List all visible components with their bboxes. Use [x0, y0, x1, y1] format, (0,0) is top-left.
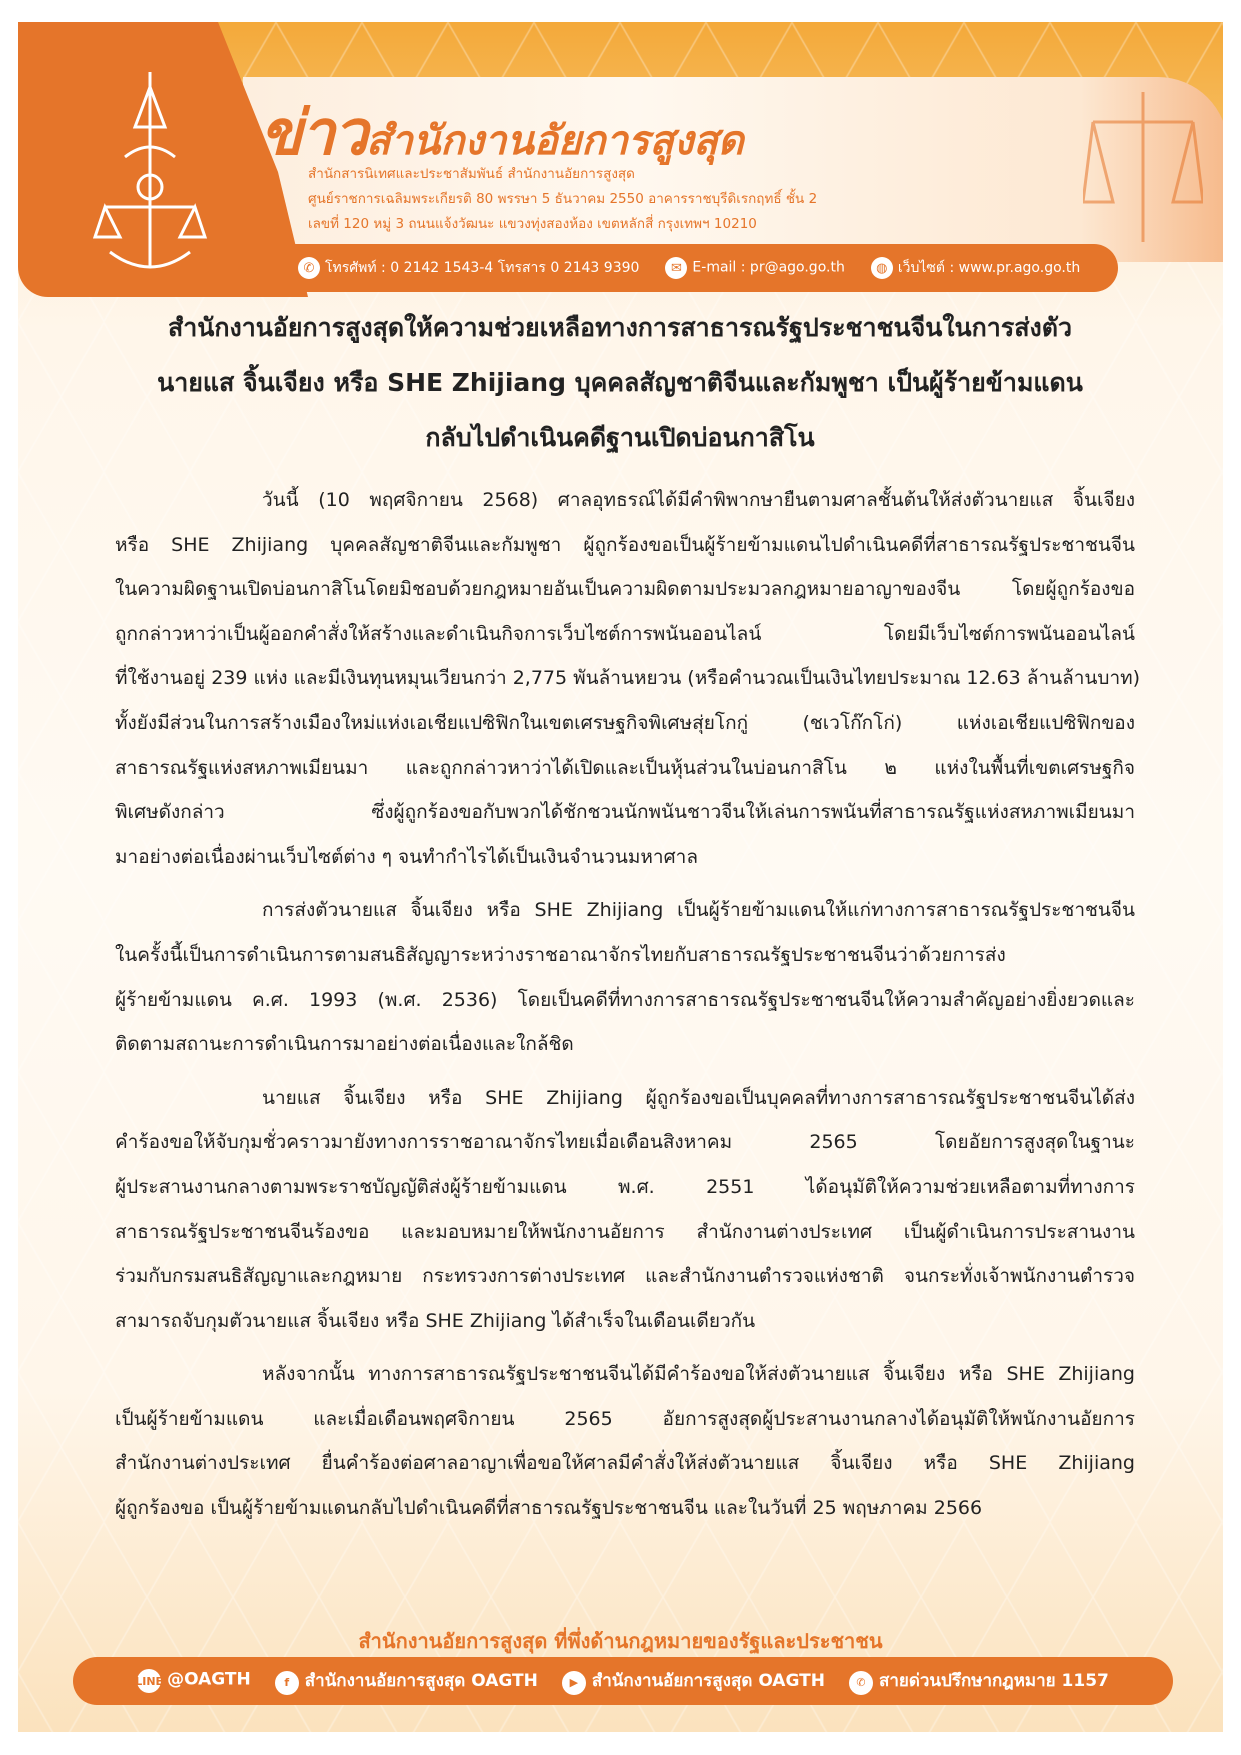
paragraph-line: ในครั้งนี้เป็นการดำเนินการตามสนธิสัญญาระหว่างราชอาณาจักรไทยกับสาธารณรัฐประชาชนจีนว่าด้วยการส่ง — [115, 943, 1006, 966]
youtube-icon: ▶ — [562, 1671, 586, 1695]
facebook-account[interactable]: f สำนักงานอัยการสูงสุด OAGTH — [275, 1667, 538, 1695]
line-account[interactable]: LINE @OAGTH — [137, 1669, 251, 1693]
line-icon: LINE — [137, 1669, 161, 1693]
brand-news: ข่าว — [260, 96, 367, 169]
title-line: นายแส จิ้นเจียง หรือ SHE Zhijiang บุคคลสัญชาติจีนและกัมพูชา เป็นผู้ร้ายข้ามแดน — [157, 368, 1083, 397]
hotline[interactable]: ✆ สายด่วนปรึกษากฎหมาย 1157 — [849, 1667, 1109, 1695]
paragraph-line: สาธารณรัฐประชาชนจีนร้องขอ และมอบหมายให้พนักงานอัยการ สำนักงานต่างประเทศ เป็นผู้ดำเนินการประสานงาน — [115, 1220, 1135, 1243]
paragraph — [115, 1352, 1135, 1530]
phone-contact: ✆ โทรศัพท์ : 0 2142 1543-4 โทรสาร 0 2143 9390 — [298, 257, 639, 280]
youtube-account[interactable]: ▶ สำนักงานอัยการสูงสุด OAGTH — [562, 1667, 825, 1695]
brand-org: สำนักงานอัยการสูงสุด — [366, 118, 744, 164]
paragraph — [115, 888, 1135, 1066]
address-line: สำนักสารนิเทศและประชาสัมพันธ์ สำนักงานอัยการสูงสุด — [308, 166, 635, 182]
paragraph-line: หลังจากนั้น ทางการสาธารณรัฐประชาชนจีนได้มีคำร้องขอให้ส่งตัวนายแส จิ้นเจียง หรือ SHE Zhijiang — [262, 1363, 1135, 1386]
footer-social-bar — [73, 1657, 1173, 1705]
title-line: สำนักงานอัยการสูงสุดให้ความช่วยเหลือทางการสาธารณรัฐประชาชนจีนในการส่งตัว — [168, 313, 1072, 342]
paragraph-line: สามารถจับกุมตัวนายแส จิ้นเจียง หรือ SHE Zhijiang ได้สำเร็จในเดือนเดียวกัน — [115, 1309, 756, 1332]
paragraph-line: ติดตามสถานะการดำเนินการมาอย่างต่อเนื่องและใกล้ชิด — [115, 1033, 574, 1056]
paragraph-line: ที่ใช้งานอยู่ 239 แห่ง และมีเงินทุนหมุนเวียนกว่า 2,775 พันล้านหยวน (หรือคำนวณเป็นเงินไทยประมาณ 12.63 ล้านล้านบาท) — [115, 667, 1141, 690]
paragraph-line: ผู้ร้ายข้ามแดน ค.ศ. 1993 (พ.ศ. 2536) โดยเป็นคดีที่ทางการสาธารณรัฐประชาชนจีนให้ความสำคัญอย่างยิ่งยวดและ — [115, 988, 1135, 1011]
paragraph-line: ผู้ประสานงานกลางตามพระราชบัญญัติส่งผู้ร้ายข้ามแดน พ.ศ. 2551 ได้อนุมัติให้ความช่วยเหลือตามที่ทางการ — [115, 1175, 1135, 1198]
paragraph — [115, 1076, 1135, 1344]
article-body — [115, 478, 1141, 1540]
justice-scale-icon — [1083, 82, 1203, 252]
website-contact[interactable]: ◍ เว็บไซต์ : www.pr.ago.go.th — [871, 257, 1080, 280]
paragraph-line: เป็นผู้ร้ายข้ามแดน และเมื่อเดือนพฤศจิกายน 2565 อัยการสูงสุดผู้ประสานงานกลางได้อนุมัติให้พนักงานอัยการ — [115, 1407, 1135, 1430]
paragraph-line: คำร้องขอให้จับกุมชั่วคราวมายังทางการราชอาณาจักรไทยเมื่อเดือนสิงหาคม 2565 โดยอัยการสูงสุดในฐานะ — [115, 1131, 1135, 1154]
address-line: เลขที่ 120 หมู่ 3 ถนนแจ้งวัฒนะ แขวงทุ่งสองห้อง เขตหลักสี่ กรุงเทพฯ 10210 — [308, 216, 757, 232]
paragraph-line: หรือ SHE Zhijiang บุคคลสัญชาติจีนและกัมพูชา ผู้ถูกร้องขอเป็นผู้ร้ายข้ามแดนไปดำเนินคดีที่สาธารณรัฐประชาชนจีน — [115, 533, 1135, 556]
footer-slogan: สำนักงานอัยการสูงสุด ที่พึ่งด้านกฎหมายของรัฐและประชาชน — [358, 1629, 883, 1653]
paragraph-line: สำนักงานต่างประเทศ ยื่นคำร้องต่อศาลอาญาเพื่อขอให้ศาลมีคำสั่งให้ส่งตัวนายแส จิ้นเจียง หรือ SHE Zhijiang — [115, 1452, 1135, 1475]
email-contact[interactable]: ✉ E-mail : pr@ago.go.th — [665, 257, 844, 279]
address-line: ศูนย์ราชการเฉลิมพระเกียรติ 80 พรรษา 5 ธันวาคม 2550 อาคารราชบุรีดิเรกฤทธิ์ ชั้น 2 — [308, 191, 818, 207]
facebook-icon: f — [275, 1671, 299, 1695]
paragraph-line: พิเศษดังกล่าว ซึ่งผู้ถูกร้องขอกับพวกได้ชักชวนนักพนันชาวจีนให้เล่นการพนันที่สาธารณรัฐแห่งสหภาพเมียนมา — [115, 801, 1135, 824]
press-release-title — [110, 300, 1130, 465]
paragraph-line: มาอย่างต่อเนื่องผ่านเว็บไซต์ต่าง ๆ จนทำกำไรได้เป็นเงินจำนวนมหาศาล — [115, 845, 698, 868]
paragraph-line: ทั้งยังมีส่วนในการสร้างเมืองใหม่แห่งเอเชียแปซิฟิกในเขตเศรษฐกิจพิเศษสุ่ยโกกู่ (ชเวโก๊กโก่) แห่งเอเชียแปซิฟิกของ — [115, 711, 1135, 734]
title-line: กลับไปดำเนินคดีฐานเปิดบ่อนกาสิโน — [425, 423, 815, 452]
address-block — [308, 162, 817, 237]
paragraph-line: ผู้ถูกร้องขอ เป็นผู้ร้ายข้ามแดนกลับไปดำเนินคดีที่สาธารณรัฐประชาชนจีน และในวันที่ 25 พฤษภาคม 2566 — [115, 1497, 983, 1520]
paragraph-line: สาธารณรัฐแห่งสหภาพเมียนมา และถูกกล่าวหาว่าได้เปิดและเป็นหุ้นส่วนในบ่อนกาสิโน ๒ แห่งในพื้นที่เขตเศรษฐกิจ — [115, 756, 1135, 779]
phone-icon: ✆ — [298, 257, 320, 279]
paragraph-line: ร่วมกับกรมสนธิสัญญาและกฎหมาย กระทรวงการต่างประเทศ และสำนักงานตำรวจแห่งชาติ จนกระทั่งเจ้าพนักงานตำรวจ — [115, 1265, 1135, 1288]
paragraph-line: ในความผิดฐานเปิดบ่อนกาสิโนโดยมิชอบด้วยกฎหมายอันเป็นความผิดตามประมวลกฎหมายอาญาของจีน โดยผู้ถูกร้องขอ — [115, 578, 1135, 601]
phone-icon: ✆ — [849, 1671, 873, 1695]
mail-icon: ✉ — [665, 257, 687, 279]
paragraph — [115, 478, 1141, 879]
contact-bar — [218, 244, 1118, 292]
paragraph-line: การส่งตัวนายแส จิ้นเจียง หรือ SHE Zhijiang เป็นผู้ร้ายข้ามแดนให้แก่ทางการสาธารณรัฐประชาชนจีน — [262, 899, 1135, 922]
ago-emblem-icon — [90, 67, 210, 277]
paragraph-line: นายแส จิ้นเจียง หรือ SHE Zhijiang ผู้ถูกร้องขอเป็นบุคคลที่ทางการสาธารณรัฐประชาชนจีนได้ส่ง — [262, 1086, 1135, 1109]
paragraph-line: วันนี้ (10 พฤศจิกายน 2568) ศาลอุทธรณ์ได้มีคำพิพากษายืนตามศาลชั้นต้นให้ส่งตัวนายแส จิ้นเจียง — [262, 489, 1135, 511]
globe-icon: ◍ — [871, 257, 893, 279]
paragraph-line: ถูกกล่าวหาว่าเป็นผู้ออกคำสั่งให้สร้างและดำเนินกิจการเว็บไซต์การพนันออนไลน์ โดยมีเว็บไซต์การพนันออนไลน์ — [115, 622, 1135, 645]
